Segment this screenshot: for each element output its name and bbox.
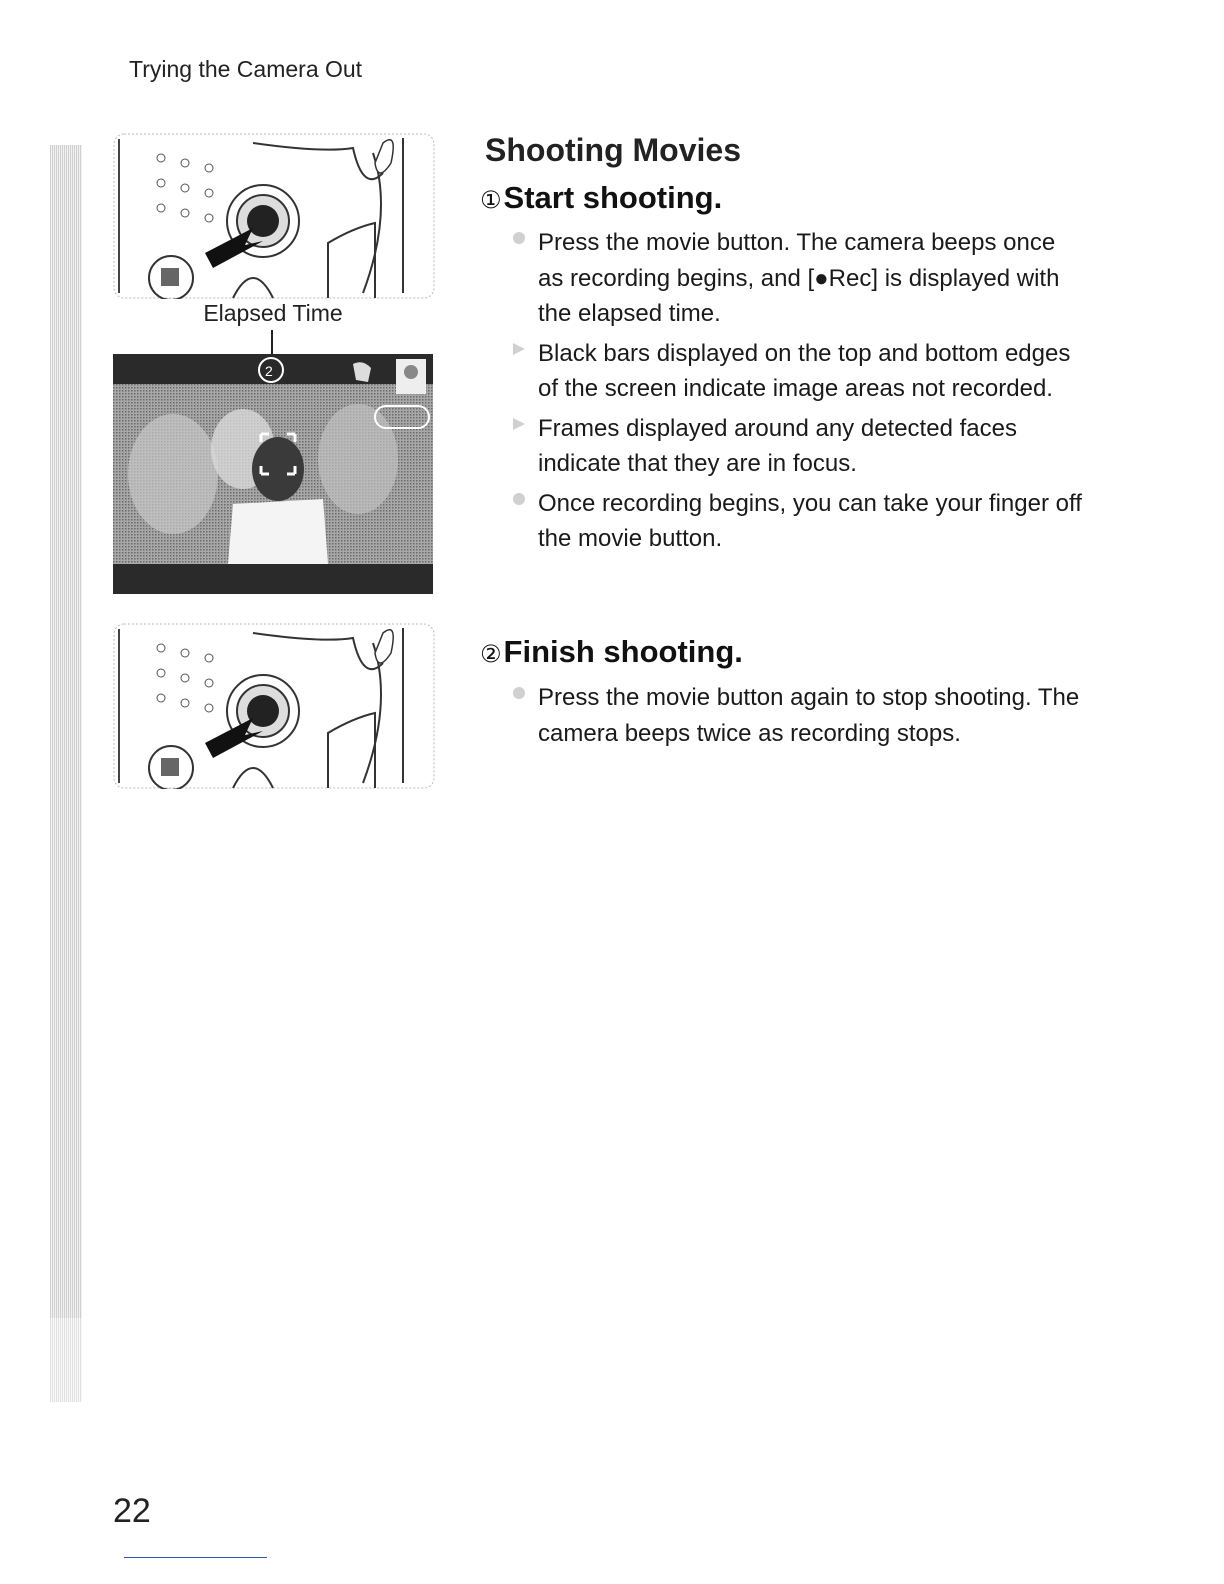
bullet-text: Black bars displayed on the top and bottom edges of the screen indicate image areas not recorded. [538,339,1071,402]
step-2-heading [480,634,743,670]
camera-illustration-finish [113,623,435,789]
list-item [507,225,1087,332]
bullet-text: Frames displayed around any detected faces indicate that they are in focus. [538,414,1017,477]
step-1-number: ① [480,187,502,214]
dot-bullet-icon [510,229,528,247]
step-1-heading [480,180,722,216]
arrow-bullet-icon [510,340,528,358]
elapsed-time-label: Elapsed Time [203,300,343,326]
list-item [507,680,1087,751]
step-1-heading-text: Start shooting. [503,180,723,215]
recording-screen-illustration [113,354,433,594]
step-2-bullets [507,680,1087,755]
step-1-bullets [507,225,1087,561]
page-number: 22 [113,1492,151,1530]
bullet-text: Once recording begins, you can take your finger off the movie button. [538,489,1082,552]
camera-illustration-start [113,133,435,299]
bullet-text: Press the movie button again to stop shooting. The camera beeps twice as recording stops. [538,684,1080,747]
arrow-bullet-icon [510,415,528,433]
section-title: Shooting Movies [485,132,741,168]
side-tab-bar-lower [50,1318,82,1402]
list-item [507,486,1087,557]
dot-bullet-icon [510,490,528,508]
screen-callout-number: 2 [265,363,273,379]
step-2-number: ② [480,641,502,668]
list-item [507,336,1087,407]
list-item [507,411,1087,482]
bullet-text: Press the movie button. The camera beeps once as recording begins, and [●Rec] is displayed with the elapsed time. [538,229,1060,327]
step-2-heading-text: Finish shooting. [503,634,743,669]
footer-rule [124,1557,267,1558]
running-header: Trying the Camera Out [129,56,363,82]
dot-bullet-icon [510,684,528,702]
side-tab-bar [50,145,82,1402]
